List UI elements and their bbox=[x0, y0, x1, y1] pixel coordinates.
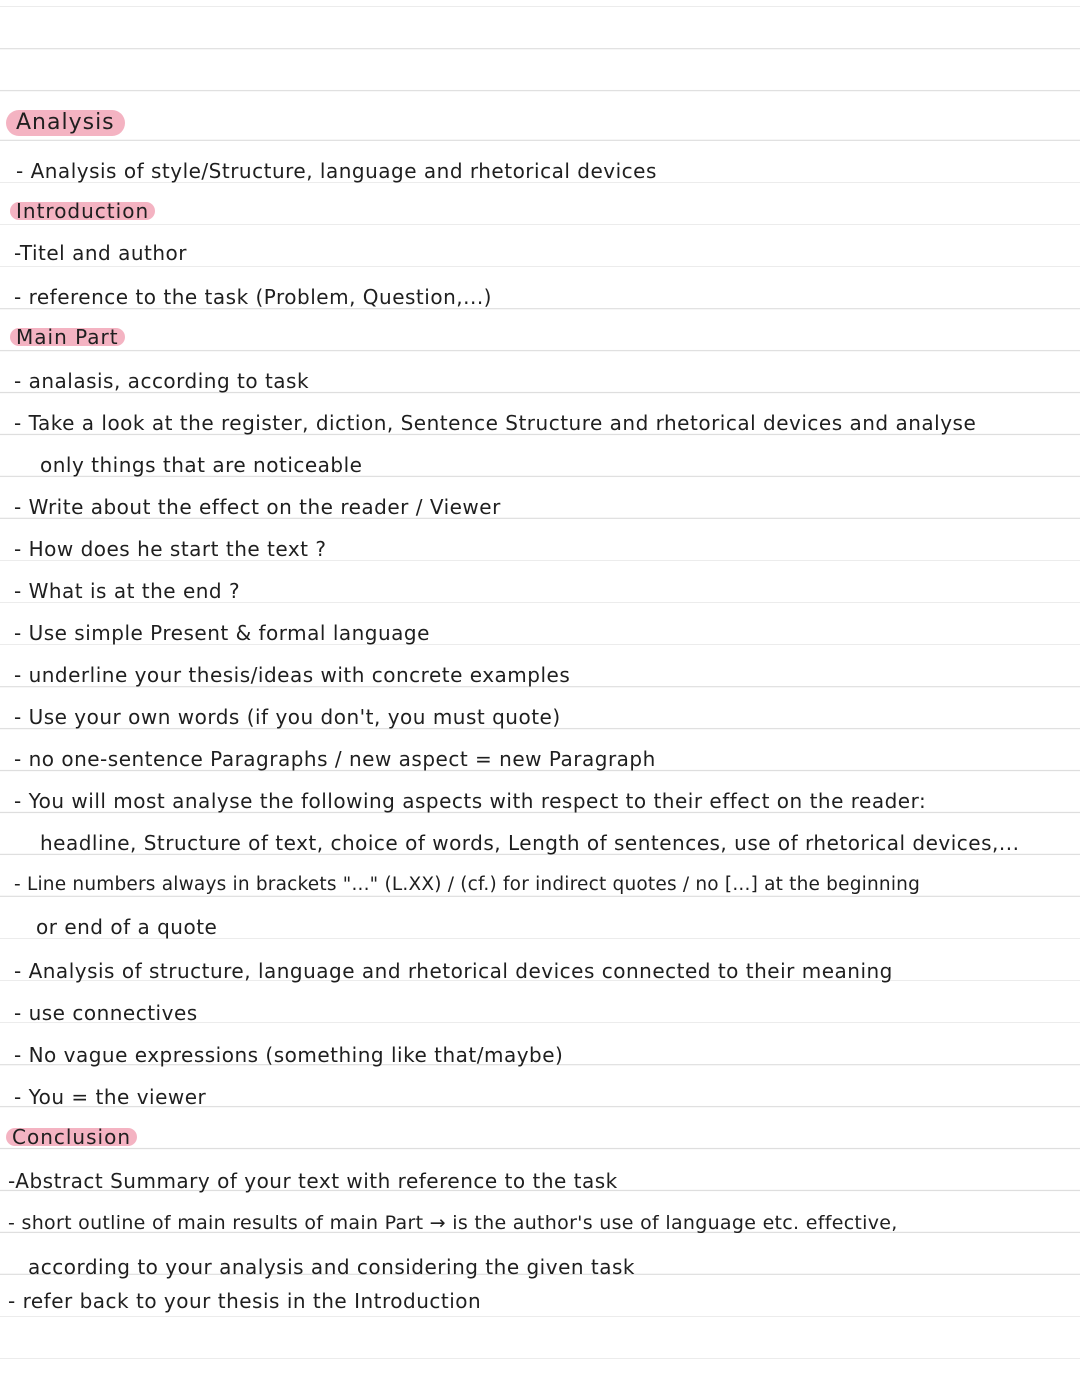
list-item: - no one-sentence Paragraphs / new aspect = new Paragraph bbox=[14, 747, 656, 771]
heading-main-part bbox=[10, 318, 125, 360]
heading-conclusion-label: Conclusion bbox=[6, 1128, 137, 1146]
list-item: - You will most analyse the following aspects with respect to their effect on the reader: bbox=[14, 789, 927, 813]
list-item: - Analysis of style/Structure, language and rhetorical devices bbox=[16, 159, 657, 183]
list-item: - use connectives bbox=[14, 1001, 198, 1025]
list-item: - short outline of main results of main Part → is the author's use of language etc. effective, bbox=[8, 1212, 898, 1234]
list-item: - What is at the end ? bbox=[14, 579, 241, 603]
list-item: - Use your own words (if you don't, you must quote) bbox=[14, 705, 561, 729]
list-item: - Write about the effect on the reader / Viewer bbox=[14, 495, 501, 519]
list-item: only things that are noticeable bbox=[40, 453, 363, 477]
list-item: - How does he start the text ? bbox=[14, 537, 327, 561]
list-item: according to your analysis and considering the given task bbox=[28, 1255, 636, 1279]
heading-introduction-label: Introduction bbox=[10, 202, 155, 220]
list-item: - Analysis of structure, language and rhetorical devices connected to their meaning bbox=[14, 959, 893, 983]
heading-introduction bbox=[10, 192, 155, 234]
list-item: - analasis, according to task bbox=[14, 369, 310, 393]
list-item: - You = the viewer bbox=[14, 1085, 207, 1109]
list-item: - No vague expressions (something like that/maybe) bbox=[14, 1043, 564, 1067]
list-item: - underline your thesis/ideas with concrete examples bbox=[14, 663, 571, 687]
heading-main-part-label: Main Part bbox=[10, 328, 125, 346]
list-item: -Abstract Summary of your text with reference to the task bbox=[8, 1169, 618, 1193]
list-item: - Use simple Present & formal language bbox=[14, 621, 430, 645]
list-item: - reference to the task (Problem, Question,...) bbox=[14, 285, 492, 309]
list-item: headline, Structure of text, choice of words, Length of sentences, use of rhetorical devices,... bbox=[40, 831, 1020, 855]
list-item: or end of a quote bbox=[36, 915, 218, 939]
list-item: - refer back to your thesis in the Introduction bbox=[8, 1289, 482, 1313]
heading-conclusion bbox=[6, 1118, 137, 1160]
list-item: -Titel and author bbox=[14, 241, 187, 265]
heading-analysis-label: Analysis bbox=[6, 110, 125, 136]
list-item: - Take a look at the register, diction, Sentence Structure and rhetorical devices and analyse bbox=[14, 411, 977, 435]
list-item: - Line numbers always in brackets "..." (L.XX) / (cf.) for indirect quotes / no [...] at the beginning bbox=[14, 874, 921, 895]
heading-analysis bbox=[6, 103, 125, 145]
